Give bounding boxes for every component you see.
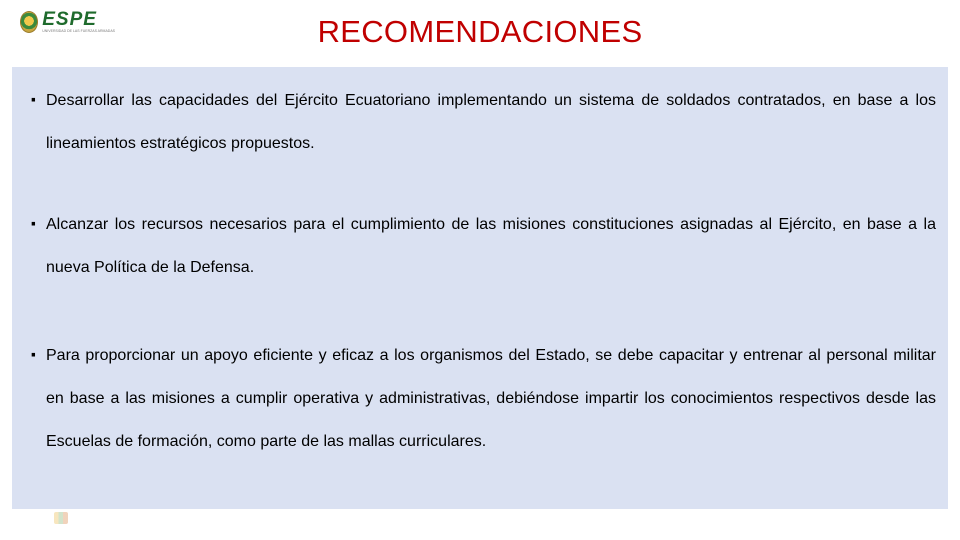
- logo-word: ESPE: [42, 9, 97, 31]
- bullet-icon: [29, 95, 39, 105]
- recommendation-text: Desarrollar las capacidades del Ejército Ecuatoriano implementando un sistema de soldados contratados, en base a los lineamientos estratégicos propuestos.: [46, 92, 936, 152]
- logo-subtitle: UNIVERSIDAD DE LAS FUERZAS ARMADAS: [42, 29, 115, 34]
- page-title: RECOMENDACIONES: [317, 14, 643, 49]
- recommendation-text: Alcanzar los recursos necesarios para el cumplimiento de las misiones constituciones asignadas al Ejército, en base a la nueva Política de la Defensa.: [46, 216, 936, 276]
- bullet-icon: [29, 219, 39, 229]
- recommendation-text: Para proporcionar un apoyo eficiente y eficaz a los organismos del Estado, se debe capacitar y entrenar al personal militar en base a las misiones a cumplir operativa y administrativas, debiéndose impartir los conocimientos respectivos desde las Escuelas de formación, como parte de las mallas curriculares.: [46, 347, 936, 450]
- footer-decoration: [54, 512, 68, 524]
- recommendations-panel: [12, 67, 948, 509]
- bullet-icon: [29, 350, 39, 360]
